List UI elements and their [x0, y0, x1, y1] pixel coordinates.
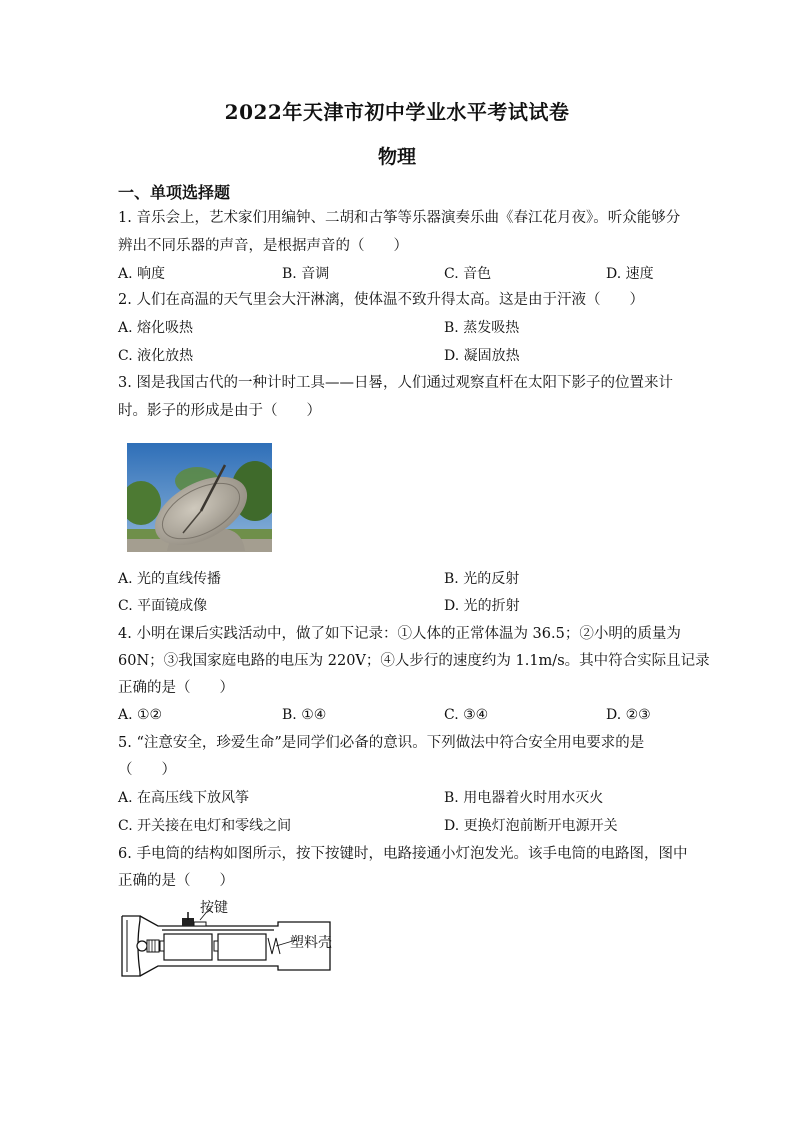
question-2-option-b: B. 蒸发吸热 — [444, 320, 520, 336]
button-label: 按键 — [200, 900, 228, 916]
question-5-option-d: D. 更换灯泡前断开电源开关 — [444, 818, 618, 834]
question-4-option-b: B. ①④ — [282, 707, 327, 723]
question-5-option-c: C. 开关接在电灯和零线之间 — [118, 818, 292, 834]
question-3-line-2: 时。影子的形成是由于（ ） — [118, 403, 321, 419]
question-4-option-c: C. ③④ — [444, 707, 489, 723]
question-5-line-2: （ ） — [118, 762, 176, 778]
question-2-option-d: D. 凝固放热 — [444, 348, 520, 364]
question-4-option-d: D. ②③ — [606, 707, 651, 723]
section-heading: 一、单项选择题 — [118, 183, 231, 202]
question-1-option-d: D. 速度 — [606, 266, 654, 282]
shell-label: 塑料壳 — [290, 935, 332, 951]
question-1-option-c: C. 音色 — [444, 266, 492, 282]
question-4-line-3: 正确的是（ ） — [118, 680, 234, 696]
question-6-line-1: 6. 手电筒的结构如图所示，按下按键时，电路接通小灯泡发光。该手电筒的电路图，图中 — [118, 846, 688, 862]
sundial-photo — [127, 443, 272, 552]
question-5-option-b: B. 用电器着火时用水灭火 — [444, 790, 604, 806]
question-1-option-b: B. 音调 — [282, 266, 330, 282]
question-6-line-2: 正确的是（ ） — [118, 873, 234, 889]
question-3-option-a: A. 光的直线传播 — [118, 571, 222, 587]
question-5-line-1: 5. “注意安全，珍爱生命”是同学们必备的意识。下列做法中符合安全用电要求的是 — [118, 735, 645, 751]
question-2-option-c: C. 液化放热 — [118, 348, 194, 364]
page-title: 2022年天津市初中学业水平考试试卷 — [224, 100, 570, 124]
question-4-line-1: 4. 小明在课后实践活动中，做了如下记录：①人体的正常体温为 36.5；②小明的质量为 — [118, 626, 681, 642]
question-1-line-2: 辨出不同乐器的声音，是根据声音的（ ） — [118, 238, 408, 254]
question-5-option-a: A. 在高压线下放风筝 — [118, 790, 250, 806]
question-4-option-a: A. ①② — [118, 707, 163, 723]
question-3-option-d: D. 光的折射 — [444, 598, 520, 614]
question-3-option-b: B. 光的反射 — [444, 571, 520, 587]
question-3-option-c: C. 平面镜成像 — [118, 598, 208, 614]
question-4-line-2: 60N；③我国家庭电路的电压为 220V；④人步行的速度约为 1.1m/s。其中符合实际且记录 — [118, 653, 710, 669]
subject-title: 物理 — [377, 146, 416, 168]
question-1-option-a: A. 响度 — [118, 266, 166, 282]
question-2-line-1: 2. 人们在高温的天气里会大汗淋漓，使体温不致升得太高。这是由于汗液（ ） — [118, 292, 644, 308]
question-1-line-1: 1. 音乐会上，艺术家们用编钟、二胡和古筝等乐器演奏乐曲《春江花月夜》。听众能够分 — [118, 210, 681, 226]
question-2-option-a: A. 熔化吸热 — [118, 320, 194, 336]
question-3-line-1: 3. 图是我国古代的一种计时工具——日晷，人们通过观察直杆在太阳下影子的位置来计 — [118, 375, 673, 391]
